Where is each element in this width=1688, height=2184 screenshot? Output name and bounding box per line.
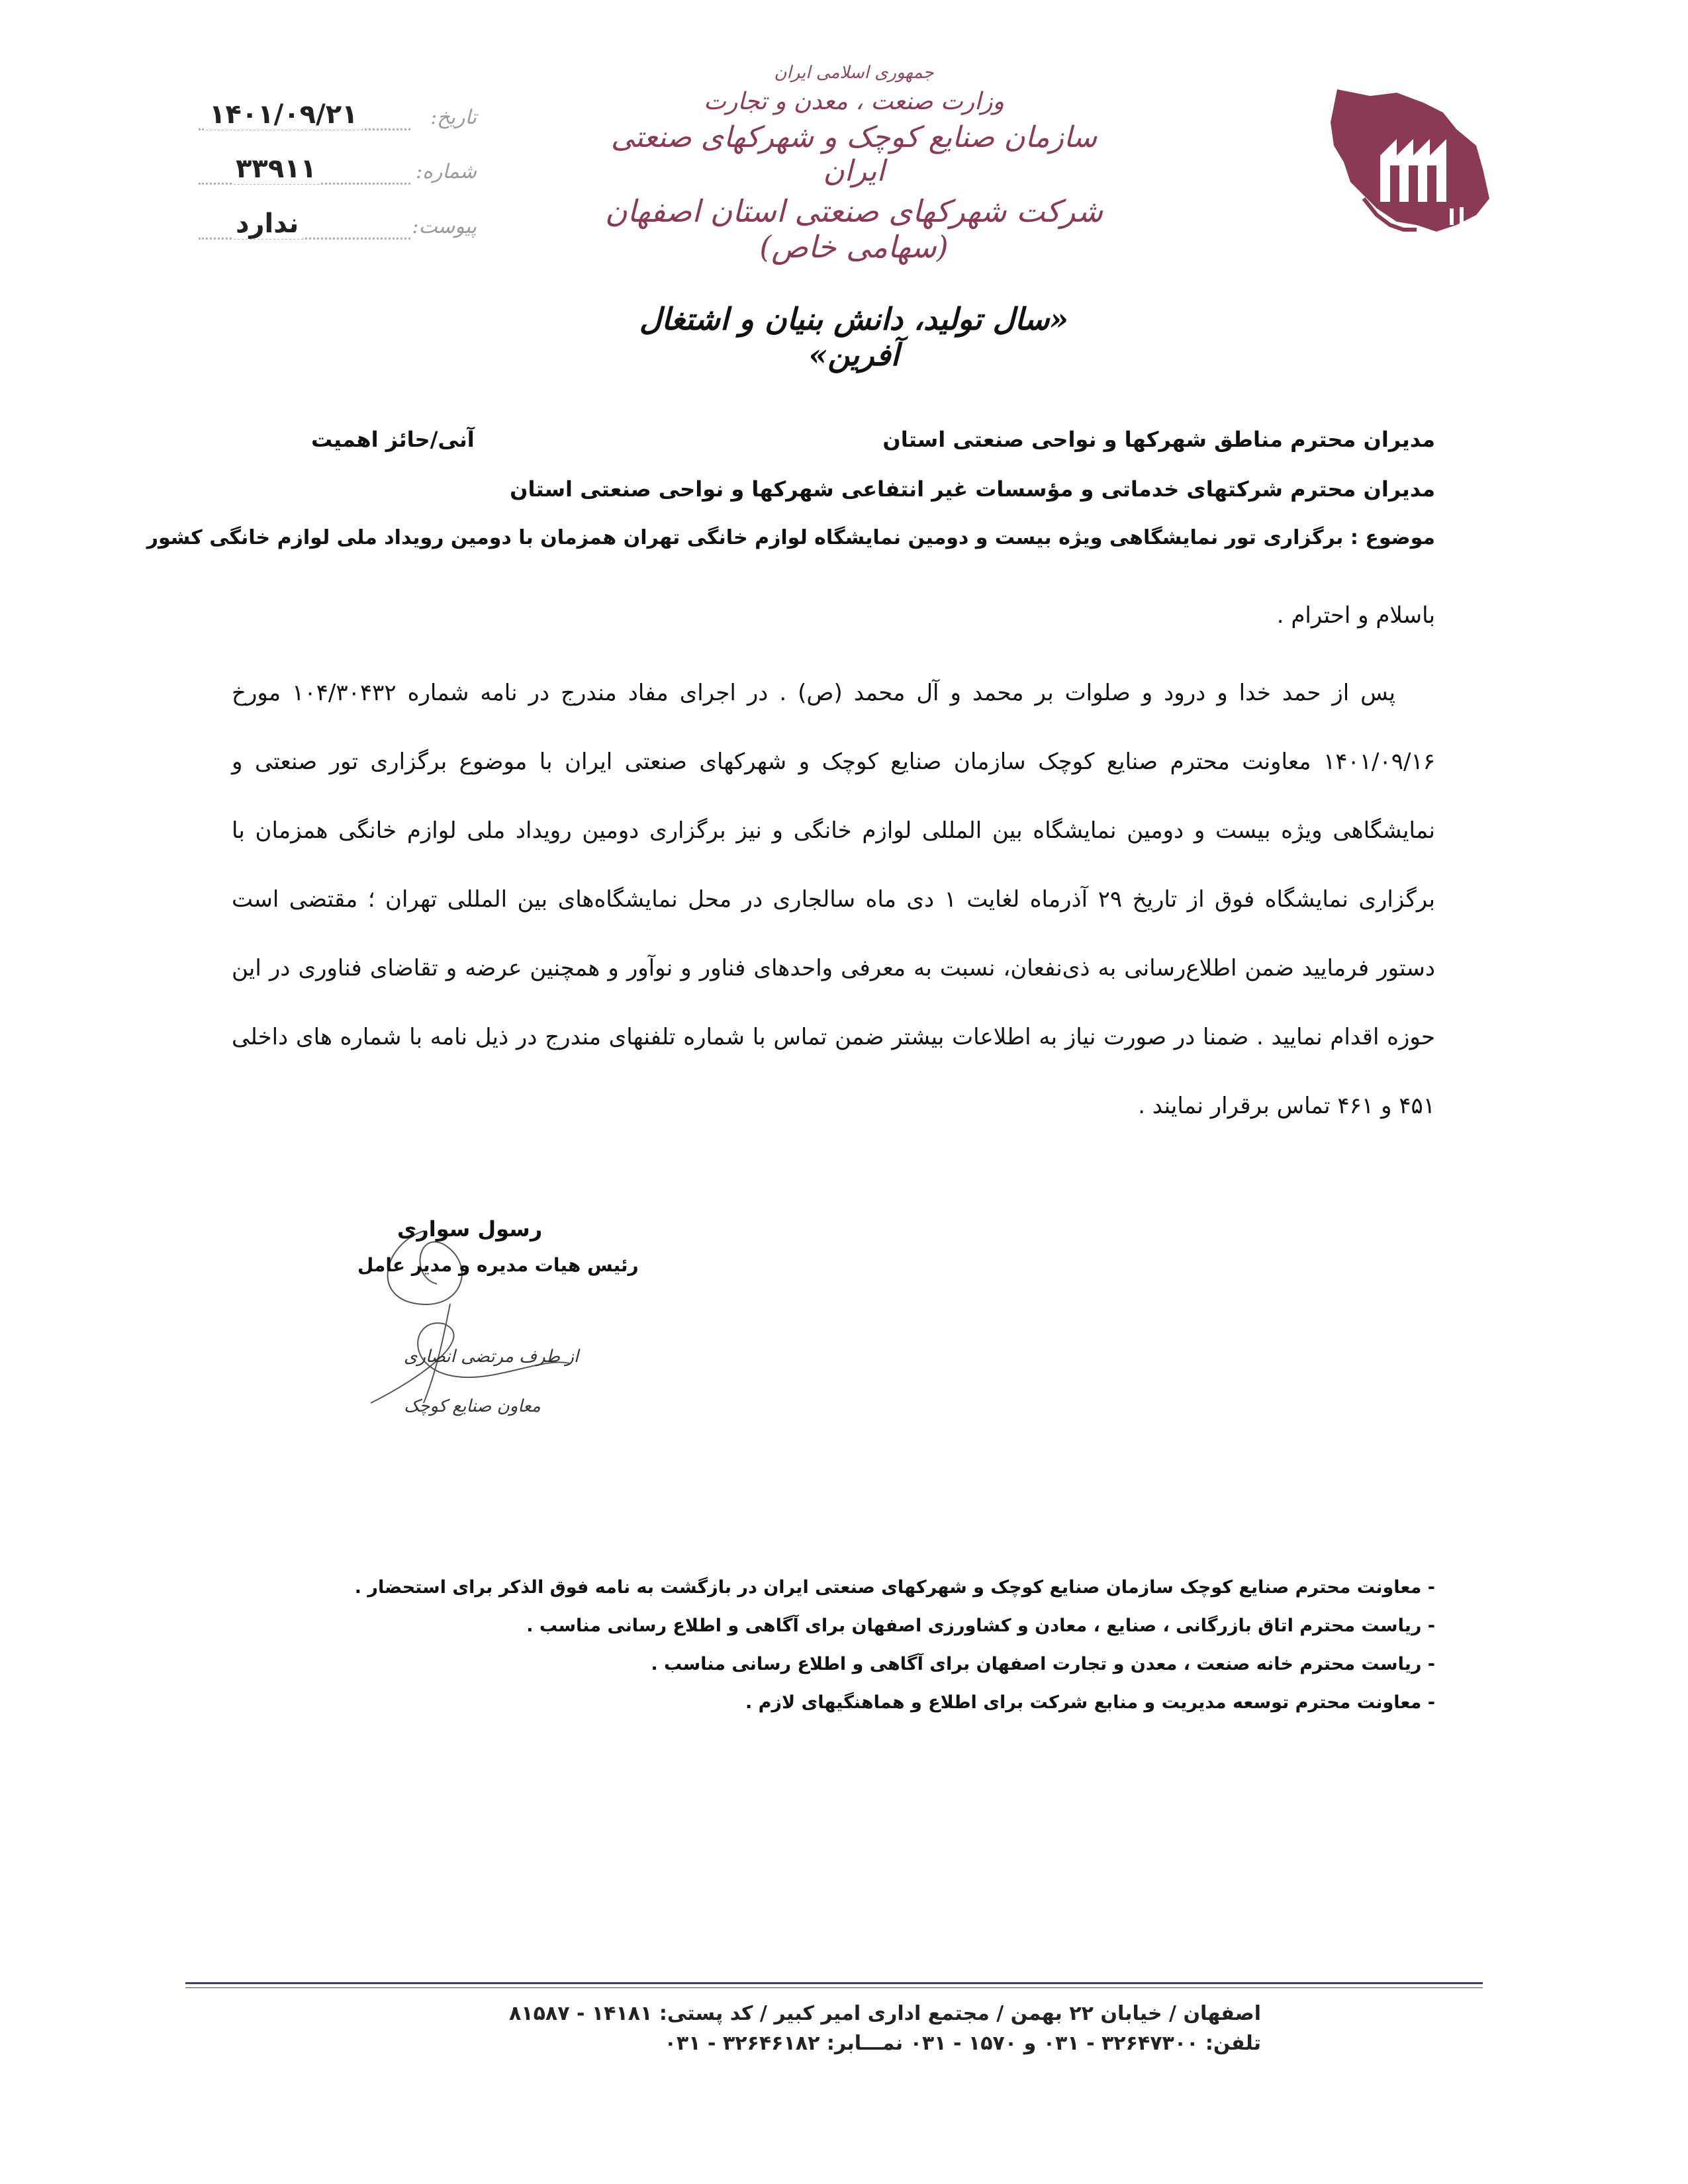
factory-column-3 [1427,165,1436,202]
cc-item: - معاونت محترم صنایع کوچک سازمان صنایع کوچک و شهرکهای صنعتی ایران در بازگشت به نامه فوق الذکر برای استحضار . [354,1577,1435,1598]
subject-line: موضوع : برگزاری تور نمایشگاهی ویژه بیست و دومین نمایشگاه لوازم خانگی تهران همزمان با دومین رویداد ملی لوازم خانگی کشور [146,526,1435,549]
body-paragraph: پس از حمد خدا و درود و صلوات بر محمد و آل محمد (ص) . در اجرای مفاد مندرج در نامه شماره ۱۰۴/۳۰۴۳۲ مورخ ۱۴۰۱/۰۹/۱۶ معاونت محترم صنایع کوچک سازمان صنایع کوچک و شهرکهای صنعتی ایران با موضوع برگزاری تور صنعتی و نمایشگاهی ویژه بیست و دومین نمایشگاه بین المللی لوازم خانگی و نیز برگزاری دومین رویداد ملی لوازم خانگی همزمان با برگزاری نمایشگاه فوق از تاریخ ۲۹ آذرماه لغایت ۱ دی ماه سالجاری در محل نمایشگاه‌های بین المللی تهران ؛ مقتضی است دستور فرمایید ضمن اطلاع‌رسانی به ذی‌نفعان، نسبت به معرفی واحدهای فناور و نوآور و همچنین عرضه و تقاضای فناوری در این حوزه اقدام نمایید . ضمنا در صورت نیاز به اطلاعات بیشتر ضمن تماس با شماره تلفنهای مندرج در ذیل نامه با شماره های داخلی ۴۵۱ و ۴۶۱ تماس برقرار نمایند . [232,680,1435,1119]
handwritten-deputy: معاون صنایع کوچک [404,1396,541,1416]
company-logo-icon [1324,83,1496,248]
cc-list [355,1569,1435,1722]
greeting: باسلام و احترام . [1276,602,1435,629]
attachment-row [192,208,477,248]
letterhead [596,56,1112,265]
priority-label: آنی/حائز اهمیت [311,427,475,452]
letterhead-organization: سازمان صنایع کوچک و شهرکهای صنعتی ایران [610,120,1098,188]
number-value: ۳۳۹۱۱ [232,154,320,184]
attachment-label: پیوست: [412,215,477,238]
number-row [192,154,477,193]
recipient-line-1: مدیران محترم مناطق شهرکها و نواحی صنعتی استان [882,427,1435,452]
footer-rule-top [185,1982,1483,1984]
footer-phones: تلفن: ۳۲۶۴۷۳۰۰ - ۰۳۱ و ۱۵۷۰ - ۰۳۱ نمـــابر: ۳۲۶۴۶۱۸۲ - ۰۳۱ [664,2032,1261,2055]
date-label: تاریخ: [430,106,477,129]
cc-item: - معاونت محترم توسعه مدیریت و منابع شرکت برای اطلاع و هماهنگیهای لازم . [745,1692,1435,1713]
letterhead-company: شرکت شهرکهای صنعتی استان اصفهان (سهامی خاص) [604,193,1103,265]
attachment-dots [199,238,410,240]
footer-address: اصفهان / خیابان ۲۲ بهمن / مجتمع اداری امیر کبیر / کد پستی: ۱۴۱۸۱ - ۸۱۵۸۷ [508,2002,1261,2025]
attachment-value: ندارد [232,208,303,239]
logo-mark-1 [1450,208,1454,225]
logo-mark-2 [1460,207,1464,224]
date-value: ۱۴۰۱/۰۹/۲۱ [205,99,362,130]
footer-rule-bottom [185,1987,1483,1988]
letterhead-country: جمهوری اسلامی ایران [774,63,934,83]
date-row [192,99,477,139]
signatory-name: رسول سواری [397,1216,543,1242]
factory-column-1 [1390,165,1399,202]
letterhead-ministry: وزارت صنعت ، معدن و تجارت [704,88,1004,115]
year-motto: «سال تولید، دانش بنیان و اشتغال آفرین» [639,301,1069,373]
number-label: شماره: [416,160,477,183]
handwritten-on-behalf: از طرف مرتضی انصاری [404,1347,579,1367]
cc-item: - ریاست محترم اتاق بازرگانی ، صنایع ، معادن و کشاورزی اصفهان برای آگاهی و اطلاع رسانی مناسب . [526,1615,1435,1636]
cc-item: - ریاست محترم خانه صنعت ، معدن و تجارت اصفهان برای آگاهی و اطلاع رسانی مناسب . [651,1654,1435,1674]
recipient-line-2: مدیران محترم شرکتهای خدماتی و مؤسسات غیر انتفاعی شهرکها و نواحی صنعتی استان [510,477,1435,502]
factory-column-2 [1409,165,1418,202]
signatory-title: رئیس هیات مدیره و مدیر عامل [357,1254,639,1276]
